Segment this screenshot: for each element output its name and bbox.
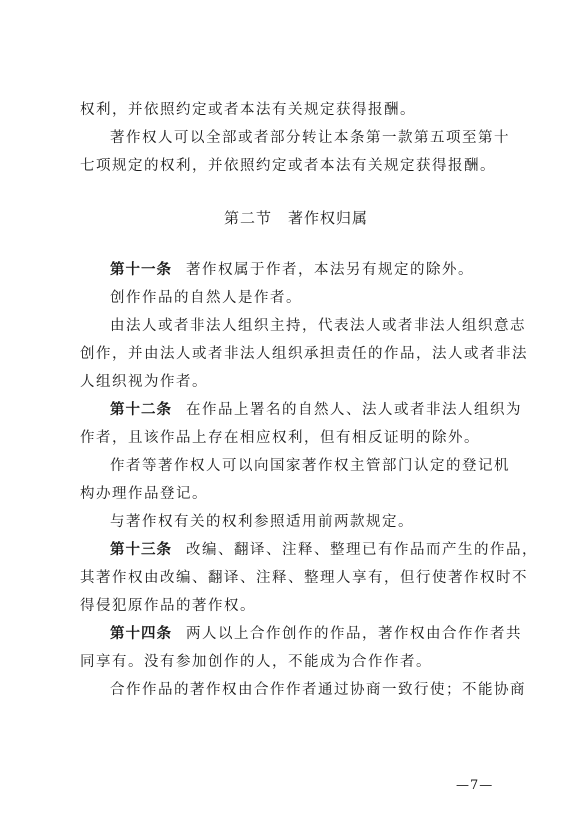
article-number: 第十一条: [110, 262, 172, 278]
text-line: 由法人或者非法人组织主持，代表法人或者非法人组织意志: [110, 318, 526, 334]
article-number: 第十二条: [110, 402, 172, 418]
section-heading: [80, 204, 512, 232]
article-11-first-line: [80, 256, 512, 284]
text-line: 作者等著作权人可以向国家著作权主管部门认定的登记机: [110, 458, 510, 474]
text-line: 其著作权由改编、翻译、注释、整理人享有，但行使著作权时不: [80, 570, 528, 586]
text-line: 合作作品的著作权由合作作者通过协商一致行使；不能协商: [110, 682, 526, 698]
text-line: 人组织视为作者。: [80, 374, 208, 390]
text-span: 两人以上合作创作的作品，著作权由合作作者共: [186, 626, 522, 642]
article-13-first-line: [80, 536, 538, 564]
text-line: 创作作品的自然人是作者。: [110, 290, 302, 306]
text-line: 权利，并依照约定或者本法有关规定获得报酬。: [80, 102, 416, 118]
article-number: 第十三条: [110, 542, 172, 558]
page-number: —7—: [456, 778, 494, 793]
text-line: 与著作权有关的权利参照适用前两款规定。: [110, 514, 414, 530]
text-line: 构办理作品登记。: [80, 486, 208, 502]
section-number: 第二节: [223, 209, 272, 227]
section-title: 著作权归属: [288, 209, 369, 227]
article-number: 第十四条: [110, 626, 172, 642]
text-line: 创作，并由法人或者非法人组织承担责任的作品，法人或者非法: [80, 346, 528, 362]
text-line: 得侵犯原作品的著作权。: [80, 598, 256, 614]
article-14-first-line: [80, 620, 522, 648]
article-12-first-line: [80, 396, 522, 424]
text-line: 七项规定的权利，并依照约定或者本法有关规定获得报酬。: [80, 158, 496, 174]
document-body: [80, 96, 538, 704]
text-line: 同享有。没有参加创作的人，不能成为合作作者。: [80, 654, 432, 670]
text-span: 著作权属于作者，本法另有规定的除外。: [186, 262, 474, 278]
text-span: 在作品上署名的自然人、法人或者非法人组织为: [186, 402, 522, 418]
text-line: 作者，且该作品上存在相应权利，但有相反证明的除外。: [80, 430, 480, 446]
text-span: 改编、翻译、注释、整理已有作品而产生的作品，: [186, 542, 538, 558]
text-line: 著作权人可以全部或者部分转让本条第一款第五项至第十: [110, 130, 510, 146]
